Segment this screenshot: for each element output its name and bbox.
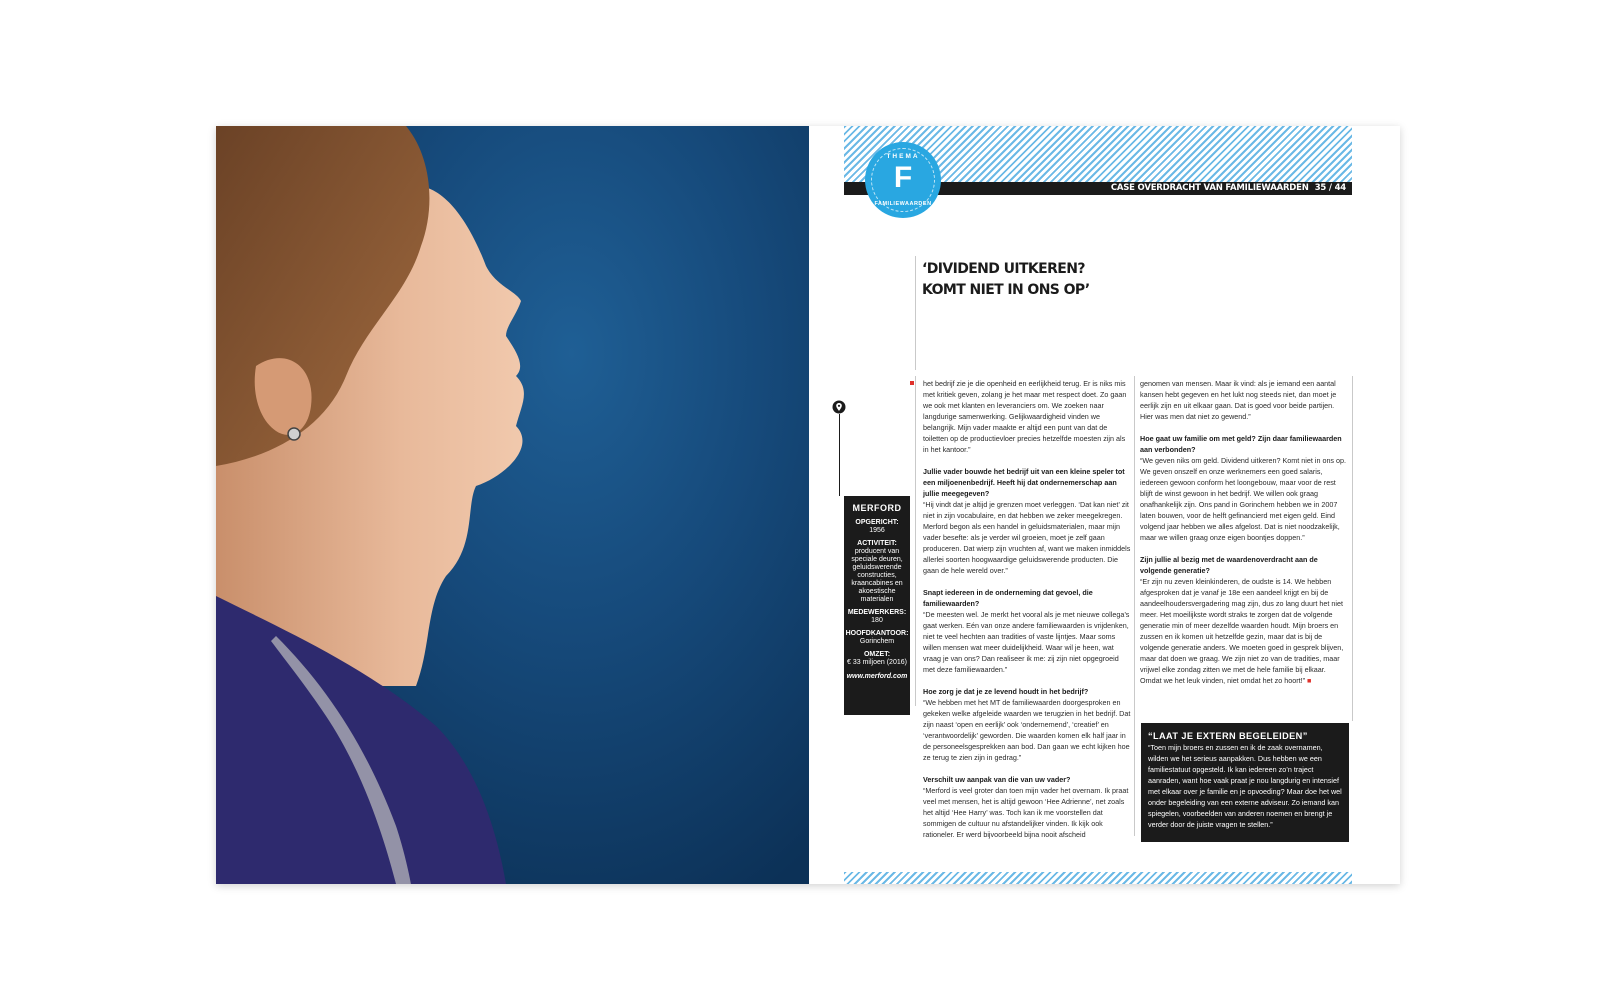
fact-activity-label: ACTIVITEIT: [857,540,897,547]
interview-answer: “Er zijn nu zeven kleinkinderen, de oudste is 14. We hebben afgesproken dat je vanaf je 18e een aandeel krijgt en bij de aandeelhoudersvergadering mag zijn, dus zo lang duurt het niet meer. Het moeilijkste wordt straks te zorgen dat de volgende generatie min of meer dezelfde waarden houdt. Mijn broers en zussen en ik komen uit hetzelfde gezin, maar dat is bij de volgende generatie anders. We moeten goed in gesprek blijven, maar dat doen we graag. We zijn niet zo van de tradities, maar vrijwel elke zondag zitten we met de hele familie bij elkaar. Omdat we het leuk vinden, niet omdat het zo hoort!” [1140,577,1344,685]
fact-activity-value: producent van speciale deuren, geluidswerende constructies, kraancabines en akoestische materialen [851,548,903,603]
portrait-illustration [216,126,809,884]
interview-answer: “Hij vindt dat je altijd je grenzen moet verleggen. ‘Dat kan niet’ zit niet in zijn vocabulaire, en dat hebben we zeker meegekregen. Merford begon als een handel in geluidsmaterialen, maar mijn vader besefte: als je verder wil groeien, moet je zelf gaan produceren. Dat wierp zijn vruchten af, want we maken inmiddels allerlei soorten hoogwaardige geluidswerende producten. Die gaan de hele wereld over.” [923,500,1131,575]
headline-line-1: ‘DIVIDEND UITKEREN? [922,261,1085,277]
interview-answer: “We hebben met het MT de familiewaarden doorgesproken en gekeken welke afgeleide waarden we terugzien in het bedrijf. Dat zijn naast ‘open en eerlijk’ ook ‘ondernemend’, ‘creatief’ en ‘verantwoordelijk’ geworden. Die waarden komen elk half jaar in de personeelsgesprekken aan bod. Dan gaan we echt kijken hoe ze terug te zien zijn in gedrag.” [923,698,1131,762]
headline-rule [915,256,916,370]
fact-hq-value: Gorinchem [859,638,895,645]
interview-answer: “We geven niks om geld. Dividend uitkeren? Komt niet in ons op. We geven onszelf en onze werknemers een goed salaris, iedereen gewoon conform het loongebouw, maar voor de rest blijft de winst gewoon in het bedrijf. We willen ook graag onafhankelijk zijn. Ons pand in Gorinchem hebben we in 2007 laten bouwen, voor de helft gefinancierd met eigen geld. Eind volgend jaar hebben we alles afgelost. Dat is niet noodzakelijk, maar we willen graag onze eigen boontjes doppen.” [1140,456,1347,542]
badge-letter: F [893,161,913,194]
end-mark: ■ [1307,676,1312,685]
page-number: 35 / 44 [1314,183,1346,193]
article-page [809,126,1400,884]
company-website-link[interactable]: www.merford.com [846,673,908,680]
interview-question: Snapt iedereen in de onderneming dat gevoel, die familiewaarden? [923,588,1093,608]
page-current: 35 [1314,183,1327,193]
interview-question: Hoe zorg je dat je ze levend houdt in het bedrijf? [923,687,1089,696]
fact-hq-label: HOOFDKANTOOR: [845,630,909,637]
fact-founded-value: 1956 [869,527,885,534]
interview-answer: “De meesten wel. Je merkt het vooral als je met nieuwe collega’s gaat werken. Eén van onze andere familiewaarden is vrijdenken, niet te veel hechten aan tradities of vaste lijntjes. Maar soms willen mensen wat meer duidelijkheid. Waar wil je heen, wat vraag je van ons? Dan realiseer ik me: zij zijn niet opgegroeid met deze familiewaarden.” [923,610,1130,674]
pull-quote-box [1141,723,1349,842]
interview-question: Zijn jullie al bezig met de waardenoverdracht aan de volgende generatie? [1140,555,1318,575]
thema-badge [867,144,939,216]
pull-quote-text: “Toen mijn broers en zussen en ik de zaak overnamen, wilden we het serieus aanpakken. Dus hebben we een familiestatuut opgesteld. Ik kan iedereen zo’n traject aanraden, want hoe vaak praat je nou langdurig en intensief met elkaar over je familie en je opvoeding? Maar doe het wel onder begeleiding van een externe adviseur. Zo iemand kan spiegelen, voorbeelden van anderen noemen en brengt je verder door de juiste vragen te stellen.” [1148,743,1342,829]
fact-revenue-value: € 33 miljoen (2016) [847,659,907,666]
interview-question: Hoe gaat uw familie om met geld? Zijn daar familiewaarden aan verbonden? [1140,434,1342,454]
continuation-marker [910,381,914,385]
portrait-photo [216,126,809,884]
section-title: CASE OVERDRACHT VAN FAMILIEWAARDEN [1110,183,1309,193]
fact-revenue-label: OMZET: [863,651,891,658]
headline-line-2: KOMT NIET IN ONS OP’ [922,282,1090,298]
page-total: 44 [1334,183,1346,193]
article-column-2 [1140,378,1348,697]
badge-top-label: THEMA [886,153,920,160]
fact-founded-label: OPGERICHT: [855,519,899,526]
pull-quote-title: “LAAT JE EXTERN BEGELEIDEN” [1148,731,1308,741]
fact-company-name: MERFORD [852,503,902,513]
footer-stripe-band [844,872,1352,884]
fact-employees-value: 180 [871,617,883,624]
badge-bottom-label: FAMILIEWAARDEN [874,201,932,207]
company-fact-box [844,496,910,715]
column-rule-left [915,376,916,706]
interview-answer: “Merford is veel groter dan toen mijn vader het overnam. Ik praat veel met mensen, het is altijd gewoon ‘Hee Adrienne’, net zoals het altijd ‘Hee Harry’ was. Toch kan ik me voorstellen dat sommigen de cultuur nu afstandelijker vinden. Ik kijk ook rationeler. Er werd bijvoorbeeld bijna nooit afscheid [923,786,1129,839]
paragraph: genomen van mensen. Maar ik vind: als je iemand een aantal kansen hebt gegeven en het lukt nog steeds niet, dan moet je eerlijk zijn en uit elkaar gaan. Dat is goed voor beide partijen. Hier was men dat niet zo gewend.” [1140,379,1337,421]
article-column-1 [923,378,1131,851]
interview-question: Jullie vader bouwde het bedrijf uit van een kleine speler tot een miljoenenbedrijf. Heeft hij dat ondernemerschap aan jullie meegegeven? [923,467,1125,498]
fact-employees-label: MEDEWERKERS: [847,609,907,616]
article-headline [922,259,1162,301]
interview-question: Verschilt uw aanpak van die van uw vader? [923,775,1071,784]
column-rule-right [1352,376,1353,721]
paragraph: het bedrijf zie je die openheid en eerlijkheid terug. Er is niks mis met kritiek geven, zolang je het maar met respect doet. Zo gaan we ook met klanten en leveranciers om. We zoeken naar langdurige samenwerking. Gelijkwaardigheid vinden we belangrijk. Mijn vader maakte er altijd een punt van dat de toiletten op de productievloer precies hetzelfde moesten zijn als in het kantoor.” [923,379,1127,454]
pin-connector-line [839,414,840,496]
column-rule-middle [1134,376,1135,836]
location-pin-icon [832,400,846,414]
